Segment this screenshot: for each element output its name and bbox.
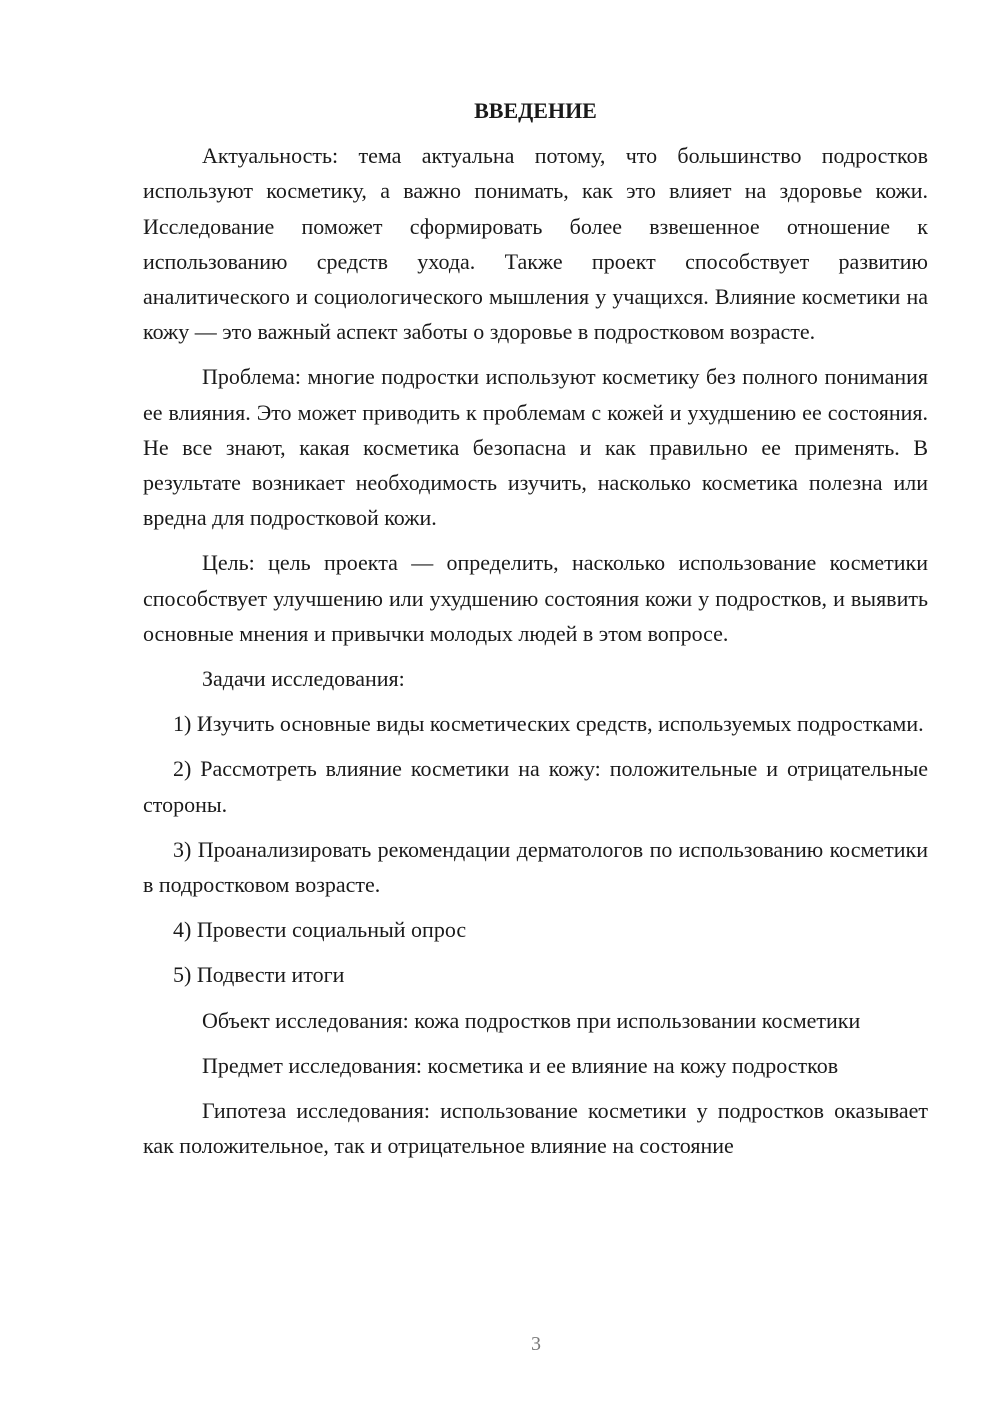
object-paragraph: Объект исследования: кожа подростков при использовании косметики	[202, 1007, 861, 1033]
hypothesis-paragraph: Гипотеза исследования: использование косметики у подростков оказывает как положительное, так и отрицательное влияние на состояние	[143, 1098, 928, 1159]
relevance-paragraph: Актуальность: тема актуальна потому, что большинство подростков используют косметику, а важно понимать, как это влияет на здоровье кожи. Исследование поможет сформировать более взвешенное отношение к использованию средств ухода. Также проект способствует развитию аналитического и социологического мышления у учащихся. Влияние косметики на кожу — это важный аспект заботы о здоровье в подростковом возрасте.	[143, 143, 928, 345]
task-item-3: 3) Проанализировать рекомендации дерматологов по использованию косметики в подростковом возрасте.	[143, 836, 928, 898]
page-number: 3	[531, 1333, 541, 1355]
task-item-2: 2) Рассмотреть влияние косметики на кожу: положительные и отрицательные стороны.	[143, 756, 928, 817]
goal-paragraph: Цель: цель проекта — определить, насколько использование косметики способствует улучшению или ухудшению состояния кожи у подростков, и выявить основные мнения и привычки молодых людей в этом вопросе.	[143, 550, 928, 646]
document-page	[143, 93, 928, 1173]
section-heading: ВВЕДЕНИЕ	[474, 98, 597, 123]
tasks-heading: Задачи исследования:	[202, 666, 405, 692]
task-item-5: 5) Подвести итоги	[173, 962, 345, 988]
problem-paragraph: Проблема: многие подростки используют косметику без полного понимания ее влияния. Это может приводить к проблемам с кожей и ухудшению ее состояния. Не все знают, какая косметика безопасна и как правильно ее применять. В результате возникает необходимость изучить, насколько косметика полезна или вредна для подростковой кожи.	[143, 364, 928, 531]
task-item-4: 4) Провести социальный опрос	[173, 917, 467, 943]
task-item-1: 1) Изучить основные виды косметических средств, используемых подростками.	[173, 711, 924, 737]
subject-paragraph: Предмет исследования: косметика и ее влияние на кожу подростков	[202, 1052, 839, 1078]
